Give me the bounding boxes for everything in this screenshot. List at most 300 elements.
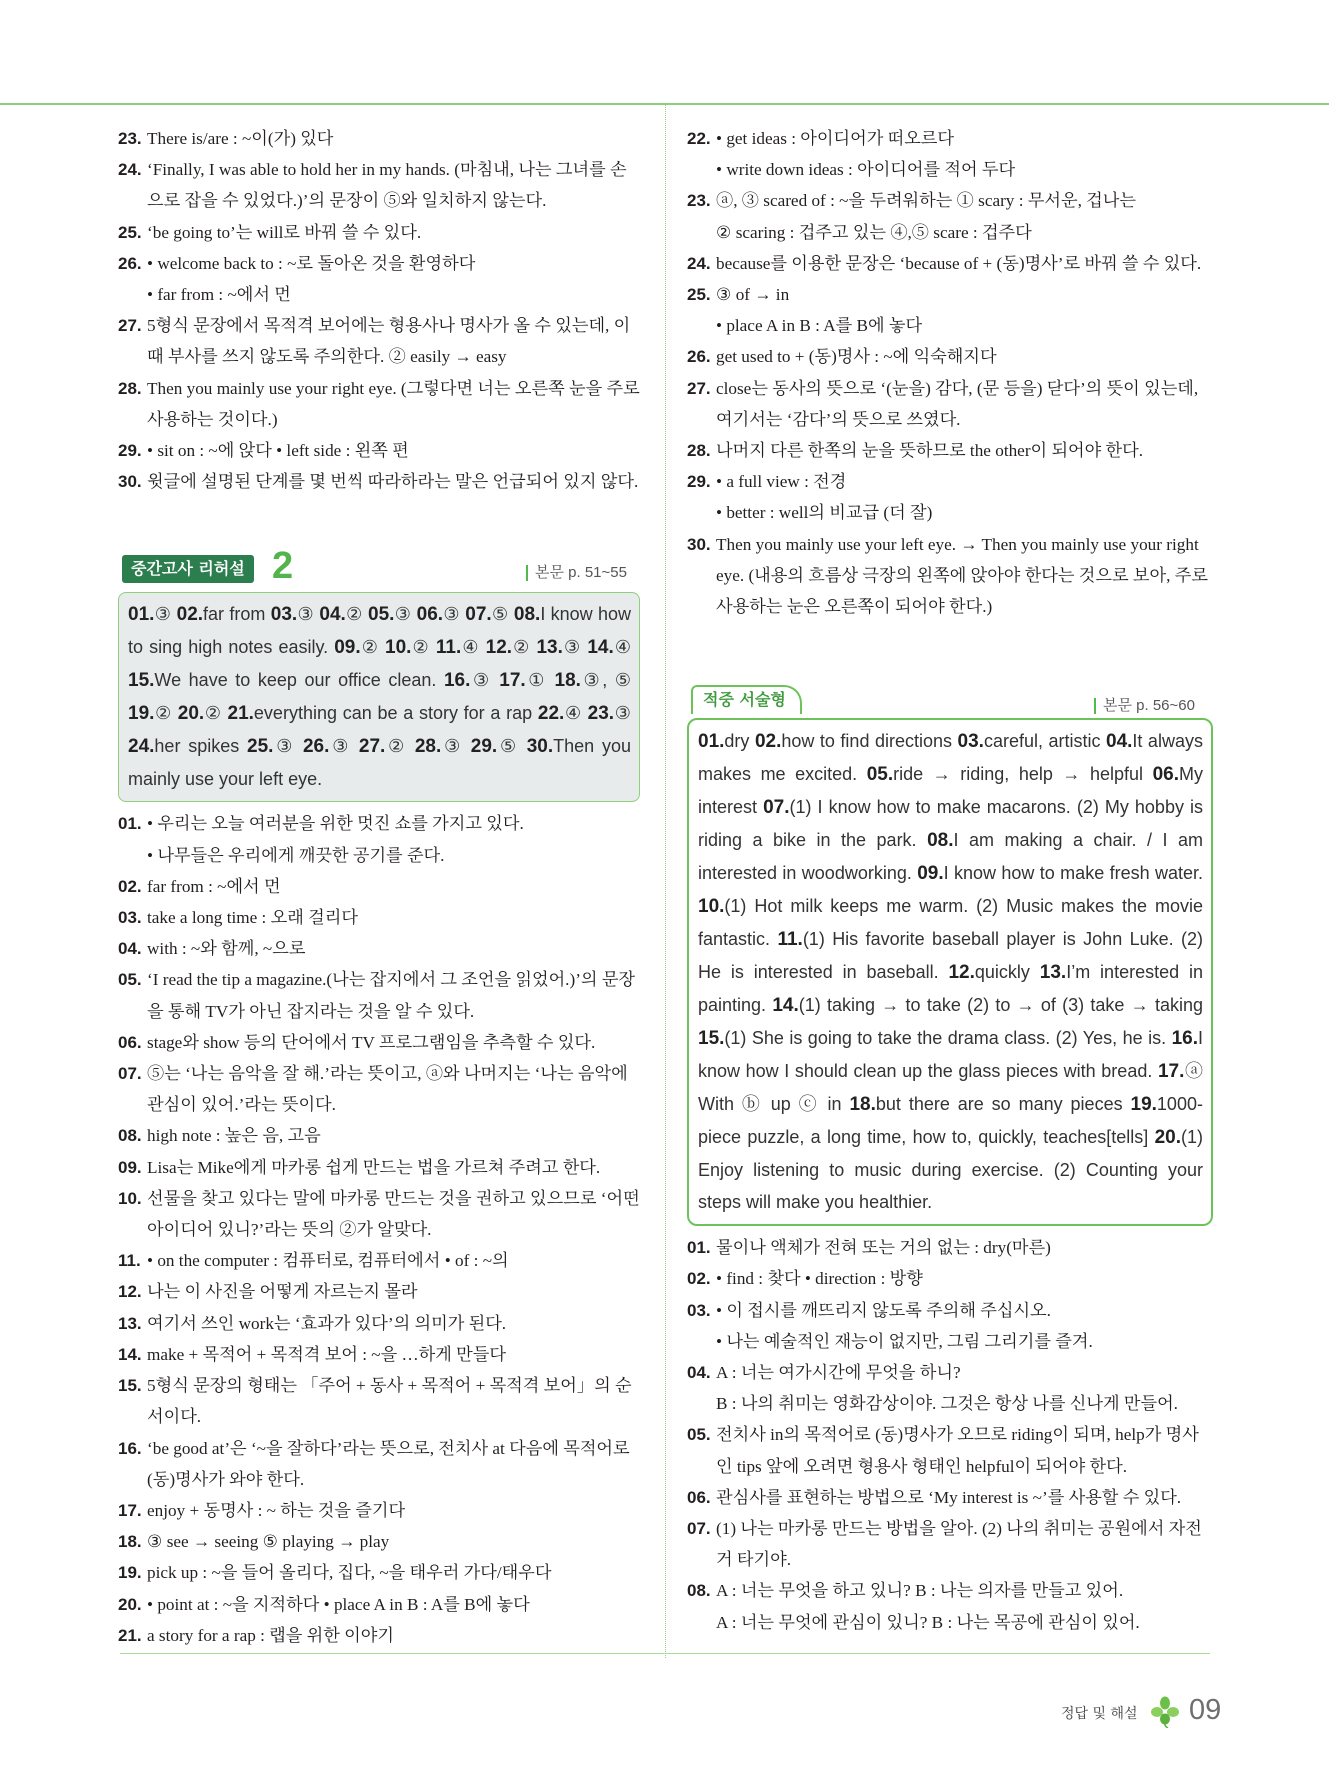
answer-key-box bbox=[687, 718, 1213, 1226]
item-number: 23. bbox=[687, 191, 711, 211]
item-number bbox=[118, 840, 147, 871]
explanation-item bbox=[118, 808, 640, 839]
explanation-item bbox=[118, 1557, 640, 1588]
item-text: stage와 show 등의 단어에서 TV 프로그램임을 추측할 수 있다. bbox=[147, 1032, 596, 1052]
item-text: 전치사 in의 목적어로 (동)명사가 오므로 riding이 되며, help가 명사인 tips 앞에 오려면 형용사 형태인 helpful이 되어야 한다. bbox=[716, 1425, 1199, 1476]
item-number: 02. bbox=[118, 876, 142, 896]
answer-text: ③ bbox=[329, 736, 352, 757]
answer-number: 08. bbox=[927, 830, 954, 852]
item-number: 23. bbox=[118, 129, 142, 148]
answer-number: 01. bbox=[698, 731, 725, 753]
explanation-item bbox=[687, 1575, 1213, 1606]
answer-item bbox=[849, 1094, 1122, 1114]
answer-number: 30. bbox=[526, 736, 554, 758]
item-number: 04. bbox=[118, 939, 142, 959]
explanation-item bbox=[118, 248, 640, 279]
right-column bbox=[687, 123, 1213, 1638]
answer-item bbox=[755, 731, 952, 751]
item-text: 여기서 쓰인 work는 ‘효과가 있다’의 의미가 된다. bbox=[147, 1313, 507, 1333]
midterm-rehearsal-section bbox=[118, 545, 640, 802]
item-text: • point at : ~을 지적하다 • place A in B : A를 B에 놓다 bbox=[147, 1594, 530, 1614]
answer-item bbox=[334, 637, 379, 657]
item-text: with : ~와 함께, ~으로 bbox=[147, 939, 306, 959]
answer-number: 23. bbox=[587, 703, 615, 725]
answer-item bbox=[917, 863, 1203, 883]
item-number: 10. bbox=[118, 1188, 142, 1208]
page-number: 09 bbox=[1189, 1694, 1222, 1726]
item-number: 03. bbox=[687, 1300, 711, 1320]
column-divider bbox=[665, 103, 666, 1658]
item-text: make + 목적어 + 목적격 보어 : ~을 …하게 만들다 bbox=[147, 1344, 506, 1364]
item-text: ‘I read the tip a magazine.(나는 잡지에서 그 조언을 읽었어.)’의 문장을 통해 TV가 아닌 잡지라는 것을 알 수 있다. bbox=[147, 970, 636, 1021]
item-text: ‘be good at’은 ‘~을 잘하다’라는 뜻으로, 전치사 at 다음에 목적어로 (동)명사가 와야 한다. bbox=[147, 1438, 630, 1489]
explanation-item bbox=[118, 1433, 640, 1495]
item-number: 26. bbox=[687, 347, 711, 367]
item-text: 5형식 문장에서 목적격 보어에는 형용사나 명사가 올 수 있는데, 이때 부사를 쓰지 않도록 주의한다. ② easily → easy bbox=[147, 316, 631, 367]
answer-text: ② bbox=[360, 637, 379, 658]
explanation-item bbox=[118, 466, 640, 497]
answer-text: (1) Enjoy listening to music during exercise. (2) Counting your steps will make you healthier. bbox=[698, 1127, 1203, 1213]
answer-item bbox=[128, 703, 172, 723]
item-number: 28. bbox=[118, 378, 142, 398]
item-text: • find : 찾다 • direction : 방향 bbox=[716, 1269, 923, 1289]
item-text: A : 너는 무엇에 관심이 있니? B : 나는 목공에 관심이 있어. bbox=[716, 1612, 1140, 1632]
answer-text: ② bbox=[512, 637, 531, 658]
answer-number: 10. bbox=[385, 637, 412, 659]
explanation-item bbox=[687, 373, 1213, 435]
item-text: enjoy + 동명사 : ~ 하는 것을 즐기다 bbox=[147, 1500, 406, 1520]
explanation-item bbox=[118, 871, 640, 902]
answer-text: quickly bbox=[974, 962, 1030, 983]
answer-text: ③ bbox=[562, 637, 582, 658]
answer-number: 01. bbox=[128, 604, 155, 626]
explanation-item bbox=[118, 1526, 640, 1557]
item-number: 07. bbox=[118, 1064, 142, 1084]
item-number bbox=[687, 154, 716, 185]
item-text: A : 너는 여가시간에 무엇을 하니? bbox=[716, 1363, 961, 1383]
answer-number: 11. bbox=[777, 929, 803, 951]
explanation-item bbox=[118, 1152, 640, 1183]
item-text: (1) 나는 마카롱 만드는 방법을 알아. (2) 나의 취미는 공원에서 자전거 타기야. bbox=[716, 1519, 1202, 1570]
answer-number: 03. bbox=[270, 604, 298, 626]
item-text: 관심사를 표현하는 방법으로 ‘My interest is ~’를 사용할 수 있다. bbox=[716, 1487, 1182, 1507]
item-text: Lisa는 Mike에게 마카롱 쉽게 만드는 법을 가르쳐 주려고 한다. bbox=[147, 1157, 601, 1177]
explanation-item bbox=[118, 1370, 640, 1432]
item-number: 22. bbox=[687, 129, 711, 148]
item-number: 24. bbox=[687, 253, 711, 273]
answer-item bbox=[436, 637, 480, 657]
answer-number: 02. bbox=[176, 604, 204, 626]
answer-number: 07. bbox=[763, 797, 790, 819]
answer-number: 04. bbox=[319, 604, 346, 626]
explanation-item bbox=[687, 154, 1213, 185]
answer-text: ④ bbox=[564, 703, 582, 724]
answer-number: 06. bbox=[416, 604, 444, 626]
explanation-item bbox=[118, 1308, 640, 1339]
item-number: 01. bbox=[687, 1238, 711, 1258]
explanation-item bbox=[118, 933, 640, 964]
answer-text: ③ bbox=[154, 604, 172, 625]
answer-text: (1) She is going to take the drama class. (2) Yes, he is. bbox=[724, 1028, 1167, 1049]
answer-number: 03. bbox=[957, 731, 984, 753]
answer-text: ② bbox=[154, 703, 173, 724]
answer-item bbox=[698, 731, 749, 751]
explanation-item bbox=[687, 1419, 1213, 1481]
item-number: 08. bbox=[687, 1581, 711, 1601]
explanation-item bbox=[118, 902, 640, 933]
answer-item bbox=[536, 637, 581, 657]
explanation-item bbox=[118, 1620, 640, 1651]
item-number: 08. bbox=[118, 1126, 142, 1146]
answer-text: ③, ⑤ bbox=[580, 670, 631, 691]
answer-number: 18. bbox=[849, 1094, 876, 1116]
answer-item bbox=[368, 604, 411, 624]
item-number: 11. bbox=[118, 1251, 141, 1271]
answer-item bbox=[958, 731, 1101, 751]
explanation-item bbox=[687, 466, 1213, 497]
item-number: 03. bbox=[118, 908, 142, 928]
item-text: far from : ~에서 먼 bbox=[147, 876, 281, 896]
item-text: • sit on : ~에 앉다 • left side : 왼쪽 편 bbox=[147, 441, 409, 461]
answer-number: 07. bbox=[465, 604, 492, 626]
item-text: 5형식 문장의 형태는 「주어 + 동사 + 목적어 + 목적격 보어」의 순서이다. bbox=[147, 1376, 632, 1427]
answer-number: 15. bbox=[698, 1028, 725, 1050]
answer-item bbox=[867, 764, 1143, 784]
answer-item bbox=[948, 962, 1029, 982]
bottom-rule bbox=[120, 1653, 1210, 1654]
item-text: There is/are : ~이(가) 있다 bbox=[147, 129, 334, 148]
explanation-item bbox=[118, 1120, 640, 1151]
explanation-item bbox=[118, 1589, 640, 1620]
answer-text: ③ bbox=[297, 604, 315, 625]
answer-text: ③ bbox=[470, 670, 492, 691]
answer-text: ② bbox=[385, 736, 408, 757]
item-number bbox=[118, 279, 147, 310]
explanation-item bbox=[118, 1183, 640, 1245]
explanation-item bbox=[687, 310, 1213, 341]
answer-item bbox=[587, 637, 631, 657]
answer-text: ③ bbox=[394, 604, 412, 625]
item-number: 05. bbox=[118, 970, 142, 990]
item-text: Then you mainly use your left eye. → Then you mainly use your right eye. (내용의 흐름상 극장의 왼쪽에 앉아야 한다는 것으로 보아, 주로 사용하는 눈은 오른쪽이 되어야 한다.) bbox=[716, 534, 1208, 617]
item-number: 07. bbox=[687, 1519, 711, 1539]
page-reference: 본문 p. 56~60 bbox=[1094, 698, 1195, 714]
answer-number: 17. bbox=[499, 670, 526, 692]
item-number bbox=[687, 1388, 716, 1419]
answer-item bbox=[228, 703, 533, 723]
explanation-item bbox=[687, 1326, 1213, 1357]
answer-number: 15. bbox=[128, 670, 155, 692]
answer-text: ② bbox=[204, 703, 222, 724]
explanation-item bbox=[687, 1513, 1213, 1575]
answer-item bbox=[417, 604, 460, 624]
answer-text: ride → riding, help → helpful bbox=[893, 764, 1144, 785]
item-number: 05. bbox=[687, 1425, 711, 1445]
page-reference: 본문 p. 51~55 bbox=[526, 565, 627, 581]
item-number: 27. bbox=[118, 316, 142, 336]
answer-number: 27. bbox=[358, 736, 386, 758]
answer-item bbox=[538, 703, 582, 723]
answer-text: I’m interested in painting. bbox=[698, 962, 1203, 1016]
item-number: 01. bbox=[118, 814, 142, 834]
answer-text: ③ bbox=[273, 736, 296, 757]
item-number: 14. bbox=[118, 1344, 142, 1364]
item-number: 15. bbox=[118, 1376, 142, 1396]
explanation-item bbox=[687, 1388, 1213, 1419]
item-number bbox=[687, 217, 716, 248]
explanation-item bbox=[118, 964, 640, 1026]
item-number: 25. bbox=[687, 285, 711, 305]
answer-text: 1000-piece puzzle, a long time, how to, quickly, teaches[tells] bbox=[698, 1094, 1203, 1148]
answer-number: 08. bbox=[513, 604, 541, 626]
answer-item bbox=[303, 736, 351, 756]
item-number: 29. bbox=[687, 472, 711, 492]
item-text: • far from : ~에서 먼 bbox=[147, 285, 291, 305]
clover-leaf-icon bbox=[1150, 1696, 1180, 1728]
answer-number: 02. bbox=[754, 731, 782, 753]
item-text: • write down ideas : 아이디어를 적어 두다 bbox=[716, 160, 1016, 180]
item-text: ⑤는 ‘나는 음악을 잘 해.’라는 뜻이고, ⓐ와 나머지는 ‘나는 음악에 관심이 있어.’라는 뜻이다. bbox=[147, 1064, 628, 1115]
explanation-item bbox=[687, 1232, 1213, 1263]
answer-number: 13. bbox=[1039, 962, 1067, 984]
answer-item bbox=[588, 703, 631, 723]
answer-text: ⑤ bbox=[491, 604, 509, 625]
item-text: close는 동사의 뜻으로 ‘(눈을) 감다, (문 등을) 닫다’의 뜻이 있는데, 여기서는 ‘감다’의 뜻으로 쓰였다. bbox=[716, 378, 1199, 429]
item-number: 28. bbox=[687, 441, 711, 461]
answer-item bbox=[471, 736, 519, 756]
answer-item bbox=[499, 670, 547, 690]
explanation-item bbox=[687, 435, 1213, 466]
item-text: • better : well의 비교급 (더 잘) bbox=[716, 503, 933, 523]
item-number: 21. bbox=[118, 1625, 142, 1645]
answer-item bbox=[385, 637, 430, 657]
item-number: 12. bbox=[118, 1282, 142, 1302]
page-footer bbox=[1055, 1692, 1222, 1732]
answer-number: 24. bbox=[128, 736, 155, 758]
item-text: because를 이용한 문장은 ‘because of + (동)명사’로 바꿔 쓸 수 있다. bbox=[716, 253, 1202, 273]
item-number: 09. bbox=[118, 1157, 142, 1177]
item-number bbox=[687, 1607, 716, 1638]
answer-text: ③ bbox=[441, 736, 463, 757]
answer-item bbox=[555, 670, 631, 690]
explanation-item bbox=[687, 529, 1213, 623]
answer-number: 11. bbox=[435, 637, 462, 659]
answer-text: ③ bbox=[443, 604, 460, 625]
answer-number: 12. bbox=[948, 962, 975, 984]
item-number bbox=[687, 310, 716, 341]
item-text: get used to + (동)명사 : ~에 익숙해지다 bbox=[716, 347, 997, 367]
item-number: 30. bbox=[687, 534, 711, 554]
answer-text: I am making a chair. / I am interested in woodworking. bbox=[698, 830, 1203, 884]
item-number bbox=[687, 497, 716, 528]
answer-text: ④ bbox=[461, 637, 480, 658]
explanation-list-bottom bbox=[687, 1232, 1213, 1638]
descriptive-section bbox=[687, 682, 1213, 1226]
section-label: 중간고사 리허설 bbox=[122, 555, 254, 583]
answer-number: 09. bbox=[334, 637, 361, 659]
answer-item bbox=[247, 736, 295, 756]
explanation-item bbox=[118, 435, 640, 466]
explanation-item bbox=[687, 497, 1213, 528]
item-text: 나는 이 사진을 어떻게 자르는지 몰라 bbox=[147, 1282, 418, 1302]
answer-number: 05. bbox=[866, 764, 894, 786]
item-number: 02. bbox=[687, 1269, 711, 1289]
answer-text: It always makes me excited. bbox=[698, 731, 1203, 785]
item-text: 윗글에 설명된 단계를 몇 번씩 따라하라는 말은 언급되어 있지 않다. bbox=[147, 472, 639, 492]
answer-number: 10. bbox=[698, 896, 725, 918]
explanation-list-bottom bbox=[118, 808, 640, 1650]
answer-text: everything can be a story for a rap bbox=[253, 703, 533, 724]
explanation-item bbox=[118, 1058, 640, 1120]
explanation-item bbox=[118, 310, 640, 372]
answer-item bbox=[178, 703, 222, 723]
item-number: 24. bbox=[118, 160, 142, 180]
answer-item bbox=[465, 604, 508, 624]
item-text: ‘Finally, I was able to hold her in my hands. (마침내, 나는 그녀를 손으로 잡을 수 있었다.)’의 문장이 ⑤와 일치하지 않는다. bbox=[147, 160, 627, 211]
explanation-item bbox=[687, 1263, 1213, 1294]
item-number: 13. bbox=[118, 1313, 142, 1333]
item-text: B : 나의 취미는 영화감상이야. 그것은 항상 나를 신나게 만들어. bbox=[716, 1394, 1178, 1414]
item-number: 17. bbox=[118, 1500, 142, 1520]
item-text: ‘be going to’는 will로 바꿔 쓸 수 있다. bbox=[147, 222, 422, 242]
item-text: high note : 높은 음, 고음 bbox=[147, 1126, 321, 1146]
item-number: 30. bbox=[118, 472, 142, 492]
explanation-item bbox=[687, 185, 1213, 216]
item-text: • 우리는 오늘 여러분을 위한 멋진 쇼를 가지고 있다. bbox=[147, 814, 524, 834]
answer-number: 14. bbox=[772, 995, 799, 1017]
answer-number: 12. bbox=[485, 637, 513, 659]
explanation-item bbox=[118, 1339, 640, 1370]
explanation-item bbox=[118, 217, 640, 248]
answer-number: 21. bbox=[227, 703, 254, 725]
answer-number: 29. bbox=[470, 736, 498, 758]
item-text: a story for a rap : 랩을 위한 이야기 bbox=[147, 1625, 394, 1645]
item-text: ② scaring : 겁주고 있는 ④,⑤ scare : 겁주다 bbox=[716, 222, 1032, 242]
item-number: 04. bbox=[687, 1363, 711, 1383]
explanation-item bbox=[118, 279, 640, 310]
answer-text: (1) taking → to take (2) to → of (3) take → taking bbox=[798, 995, 1203, 1016]
answer-number: 05. bbox=[368, 604, 395, 626]
item-text: • welcome back to : ~로 돌아온 것을 환영하다 bbox=[147, 253, 476, 273]
explanation-list-top bbox=[118, 123, 640, 497]
answer-number: 28. bbox=[414, 736, 442, 758]
answer-text: (1) Hot milk keeps me warm. (2) Music makes the movie fantastic. bbox=[698, 896, 1203, 950]
answer-number: 19. bbox=[128, 703, 155, 725]
answer-number: 22. bbox=[537, 703, 565, 725]
answer-text: My interest bbox=[698, 764, 1203, 818]
answer-text: We have to keep our office clean. bbox=[154, 670, 437, 691]
item-text: Then you mainly use your right eye. (그렇다면 너는 오른쪽 눈을 주로 사용하는 것이다.) bbox=[147, 378, 640, 429]
explanation-item bbox=[118, 154, 640, 216]
item-text: ③ see → seeing ⑤ playing → play bbox=[147, 1532, 390, 1552]
item-number: 27. bbox=[687, 378, 711, 398]
answer-item bbox=[359, 736, 407, 756]
explanation-item bbox=[687, 1295, 1213, 1326]
explanation-item bbox=[118, 373, 640, 435]
item-text: pick up : ~을 들어 올리다, 집다, ~을 태우러 가다/태우다 bbox=[147, 1563, 552, 1583]
answer-number: 25. bbox=[247, 736, 274, 758]
explanation-item bbox=[118, 123, 640, 154]
explanation-item bbox=[118, 1245, 640, 1276]
item-text: • 나는 예술적인 재능이 없지만, 그림 그리기를 즐겨. bbox=[716, 1331, 1093, 1351]
item-text: • get ideas : 아이디어가 떠오르다 bbox=[716, 129, 955, 148]
explanation-item bbox=[687, 1482, 1213, 1513]
answer-item bbox=[415, 736, 463, 756]
explanation-item bbox=[687, 341, 1213, 372]
explanation-item bbox=[687, 1607, 1213, 1638]
answer-text: ⑤ bbox=[497, 736, 519, 757]
answer-item bbox=[128, 604, 171, 624]
answer-text: but there are so many pieces bbox=[875, 1094, 1123, 1115]
answer-number: 20. bbox=[177, 703, 205, 725]
answer-number: 14. bbox=[587, 637, 614, 659]
answer-item bbox=[271, 604, 314, 624]
item-text: ⓐ, ③ scared of : ~을 두려워하는 ① scary : 무서운, 겁나는 bbox=[716, 191, 1136, 211]
answer-text: ② bbox=[345, 604, 363, 625]
answer-text: ⓐ With ⓑ up ⓒ in bbox=[698, 1061, 1203, 1115]
answer-number: 16. bbox=[443, 670, 471, 692]
item-number: 06. bbox=[118, 1032, 142, 1052]
answer-text: how to find directions bbox=[781, 731, 952, 752]
explanation-item bbox=[118, 840, 640, 871]
answer-item bbox=[177, 604, 266, 624]
item-text: A : 너는 무엇을 하고 있니? B : 나는 의자를 만들고 있어. bbox=[716, 1581, 1124, 1601]
answer-text: ① bbox=[525, 670, 547, 691]
answer-number: 19. bbox=[1130, 1094, 1157, 1116]
explanation-item bbox=[687, 1357, 1213, 1388]
answer-number: 17. bbox=[1157, 1061, 1185, 1083]
answer-text: her spikes bbox=[154, 736, 240, 757]
answer-text: (1) I know how to make macarons. (2) My hobby is riding a bike in the park. bbox=[698, 797, 1203, 851]
answer-number: 18. bbox=[554, 670, 581, 692]
item-text: • 이 접시를 깨뜨리지 않도록 주의해 주십시오. bbox=[716, 1300, 1051, 1320]
item-number: 06. bbox=[687, 1487, 711, 1507]
item-number: 20. bbox=[118, 1594, 142, 1614]
answer-text: (1) His favorite baseball player is John Luke. (2) He is interested in baseball. bbox=[698, 929, 1203, 983]
answer-text: ④ bbox=[613, 637, 631, 658]
answer-item bbox=[128, 736, 239, 756]
answer-text: Then you mainly use your left eye. bbox=[128, 736, 631, 790]
explanation-item bbox=[687, 123, 1213, 154]
item-number: 19. bbox=[118, 1563, 142, 1583]
answer-key-box bbox=[118, 592, 640, 802]
item-text: • on the computer : 컴퓨터로, 컴퓨터에서 • of : ~의 bbox=[147, 1251, 509, 1271]
item-text: • place A in B : A를 B에 놓다 bbox=[716, 316, 923, 336]
answer-number: 20. bbox=[1154, 1127, 1181, 1149]
answer-item bbox=[319, 604, 362, 624]
item-number: 18. bbox=[118, 1532, 142, 1552]
answer-item bbox=[128, 670, 436, 690]
item-text: • a full view : 전경 bbox=[716, 472, 847, 492]
item-text: 선물을 찾고 있다는 말에 마카롱 만드는 것을 권하고 있으므로 ‘어떤 아이디어 있니?’라는 뜻의 ②가 알맞다. bbox=[147, 1188, 640, 1240]
answer-text: dry bbox=[724, 731, 750, 752]
explanation-item bbox=[687, 279, 1213, 310]
footer-label: 정답 및 해설 bbox=[1061, 1706, 1138, 1722]
answer-text: far from bbox=[203, 604, 266, 625]
answer-text: ② bbox=[411, 637, 430, 658]
answer-text: I know how to sing high notes easily. bbox=[128, 604, 632, 658]
answer-item bbox=[772, 995, 1203, 1015]
item-text: ③ of → in bbox=[716, 285, 790, 305]
left-column bbox=[118, 123, 640, 1651]
explanation-item bbox=[118, 1495, 640, 1526]
answer-number: 13. bbox=[536, 637, 563, 659]
item-number bbox=[687, 1326, 716, 1357]
item-number: 29. bbox=[118, 441, 142, 461]
section-label: 적중 서술형 bbox=[691, 685, 802, 714]
answer-text: I know how I should clean up the glass pieces with bread. bbox=[698, 1028, 1203, 1082]
explanation-item bbox=[687, 217, 1213, 248]
